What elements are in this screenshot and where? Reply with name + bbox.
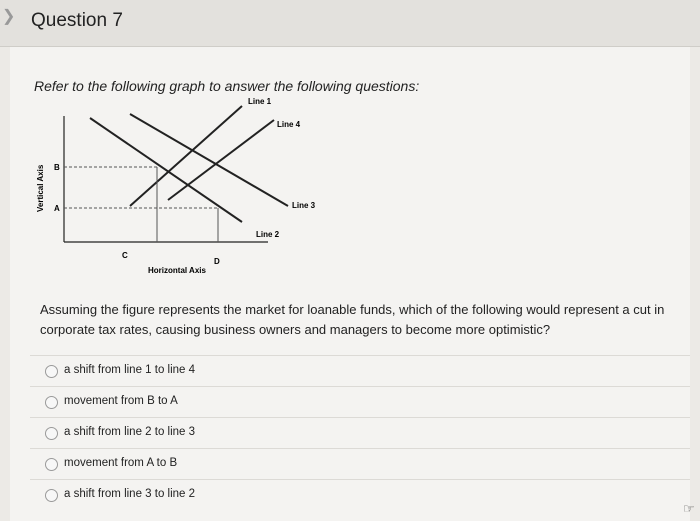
answer-option-label: movement from B to A — [64, 395, 178, 407]
point-d-label: D — [214, 257, 220, 266]
answer-option[interactable] — [30, 417, 690, 449]
answer-option[interactable] — [30, 448, 690, 480]
answer-option-label: a shift from line 1 to line 4 — [64, 364, 196, 376]
chevron-right-icon[interactable]: ❯ — [2, 8, 16, 25]
answer-option-label: movement from A to B — [64, 457, 178, 469]
question-header — [0, 0, 700, 47]
radio-button[interactable] — [45, 458, 58, 471]
line-1-label: Line 1 — [248, 97, 272, 106]
radio-button[interactable] — [45, 365, 58, 378]
radio-button[interactable] — [45, 489, 58, 502]
line-3-label: Line 3 — [292, 201, 316, 210]
vertical-axis-label: Vertical Axis — [36, 164, 45, 212]
answer-option[interactable] — [30, 355, 690, 387]
horizontal-axis-label: Horizontal Axis — [148, 266, 206, 275]
pointer-hand-icon: ☞ — [683, 501, 695, 516]
question-text: Assuming the figure represents the market for loanable funds, which of the following would represent a cut in corporate tax rates, causing business owners and managers to become more optimistic? — [40, 302, 665, 337]
question-title: Question 7 — [31, 10, 123, 31]
question-prompt: Refer to the following graph to answer the following questions: — [34, 78, 420, 94]
line-2-label: Line 2 — [256, 230, 280, 239]
answer-option-label: a shift from line 2 to line 3 — [64, 426, 196, 438]
point-a-label: A — [54, 204, 60, 213]
answer-option[interactable] — [30, 479, 690, 511]
answer-option-label: a shift from line 3 to line 2 — [64, 488, 196, 500]
answer-option[interactable] — [30, 386, 690, 418]
line-4-label: Line 4 — [277, 120, 301, 129]
point-c-label: C — [122, 251, 128, 260]
supply-demand-graph — [30, 96, 320, 286]
line-1 — [90, 118, 242, 222]
radio-button[interactable] — [45, 427, 58, 440]
radio-button[interactable] — [45, 396, 58, 409]
point-b-label: B — [54, 163, 60, 172]
